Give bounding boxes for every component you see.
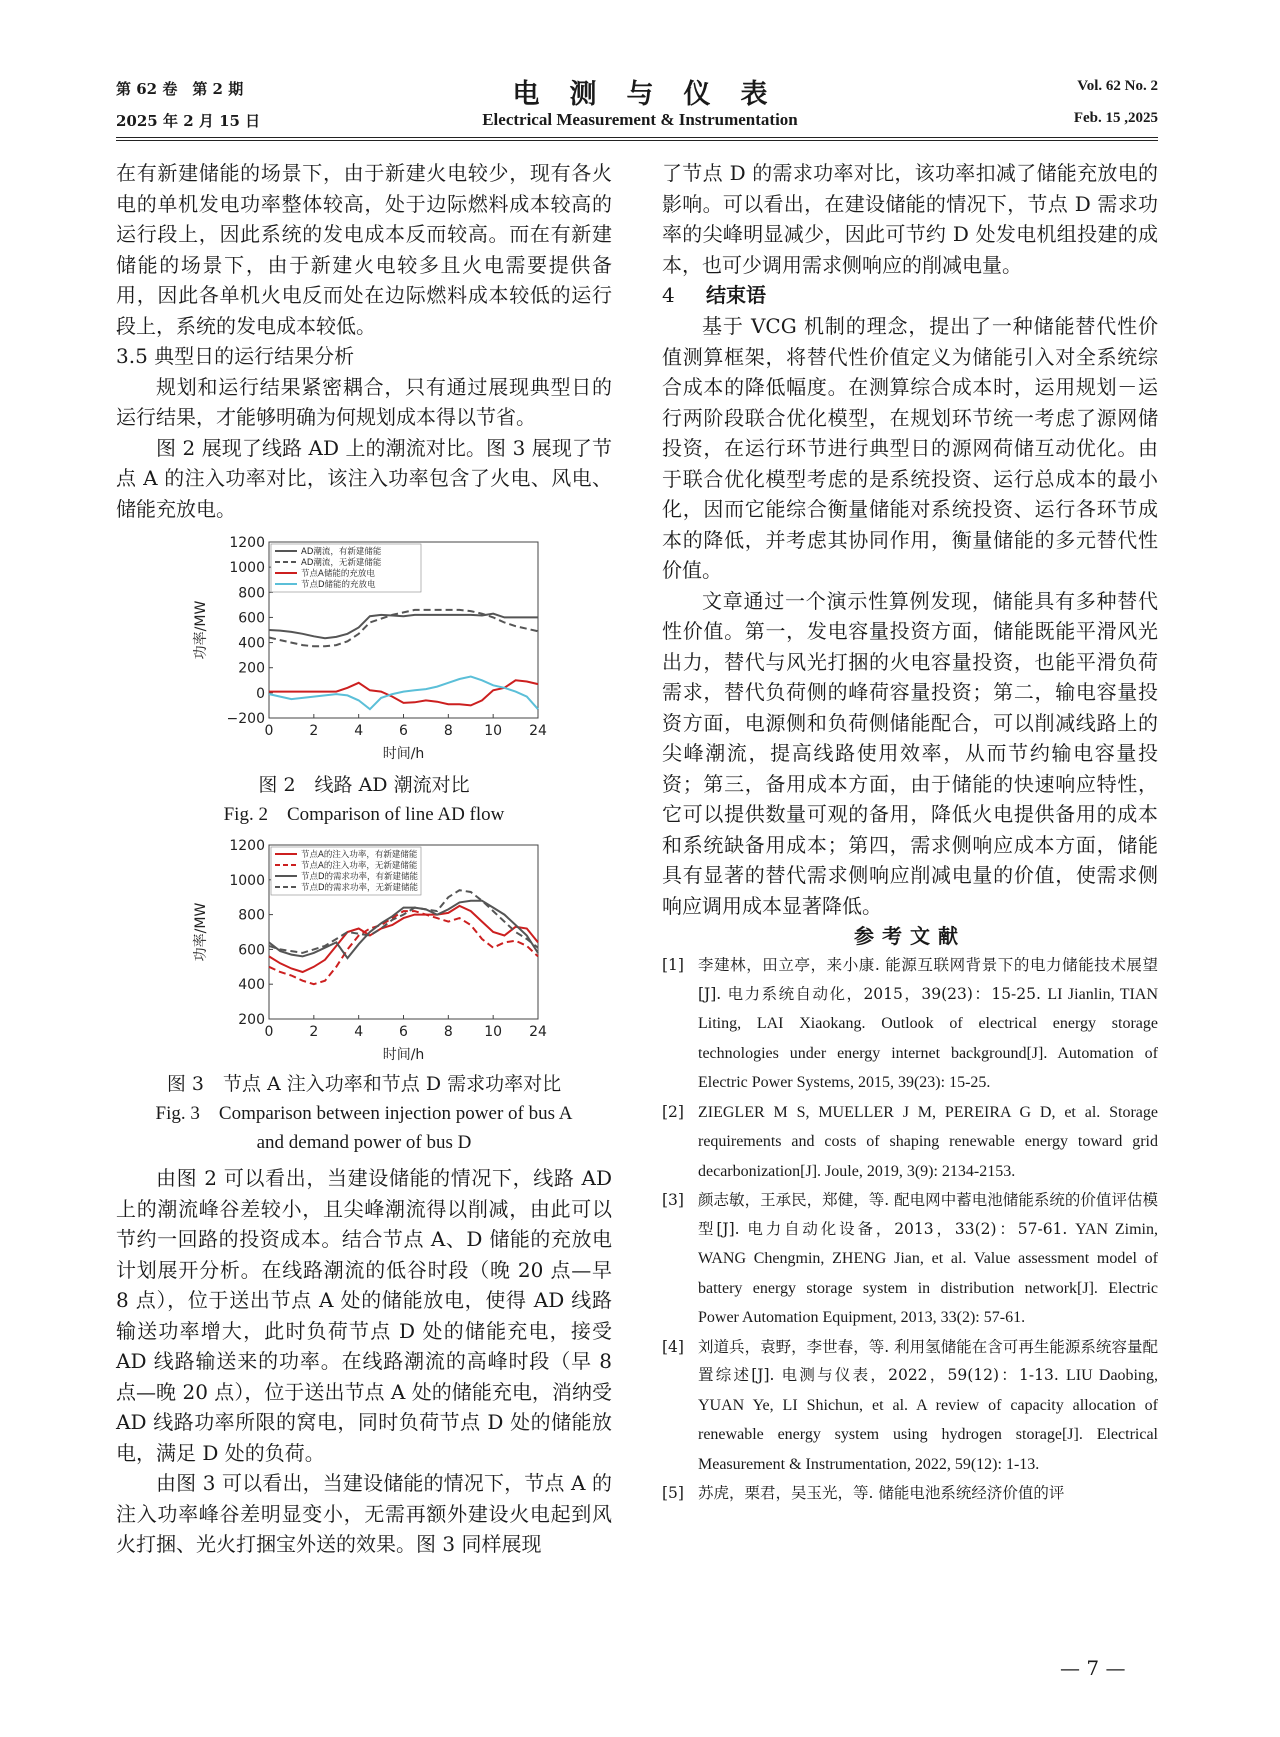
legend-label: AD潮流，有新建储能 — [301, 547, 382, 557]
legend — [271, 544, 421, 592]
reference-text-en: LI Jianlin, TIAN Liting, LAI Xiaokang. Outlook of electrical energy storage technologies under energy internet background[J]. Automation of Electric Power Systems, 2015, 39(23): 15-25. — [698, 985, 1158, 1091]
reference-text-cn: 颜志敏，王承民，郑健，等. 配电网中蓄电池储能系统的价值评估模型[J]. 电力自动化设备，2013，33(2)：57-61. — [698, 1191, 1158, 1238]
y-tick-label: 200 — [238, 1012, 265, 1028]
left-column — [116, 158, 612, 1560]
x-tick-label: 2 — [309, 1024, 319, 1040]
section-number: 4 — [662, 283, 675, 307]
journal-title-cn: 电测与仪表 — [512, 79, 798, 110]
legend-label: 节点A的注入功率，有新建储能 — [301, 850, 418, 860]
reference-item — [662, 1098, 1158, 1187]
figure-2-caption-en: Fig. 2 Comparison of line AD flow — [223, 804, 505, 825]
reference-number: [4] — [662, 1337, 684, 1356]
reference-text-cn: 苏虎，栗君，吴玉光，等. 储能电池系统经济价值的评 — [698, 1484, 1065, 1502]
section-heading-3-5: 3.5 典型日的运行结果分析 — [116, 344, 355, 368]
reference-text-en: YAN Zimin, WANG Chengmin, ZHENG Jian, et al. Value assessment model of battery energy storage system in distribution network[J]. Electric Power Automation Equipment, 2013, 33(2): 57-61. — [698, 1220, 1158, 1326]
reference-text-cn: 刘道兵，袁野，李世春，等. 利用氢储能在含可再生能源系统容量配置综述[J]. 电测与仪表，2022，59(12)：1-13. — [698, 1337, 1158, 1384]
y-tick-label: 600 — [238, 610, 265, 627]
figure-2-chart — [179, 532, 549, 764]
section-heading-4 — [662, 280, 1158, 311]
x-axis-label: 时间/h — [382, 1047, 425, 1063]
x-tick-label: 0 — [264, 723, 274, 739]
paragraph: 图 2 展现了线路 AD 上的潮流对比。图 3 展现了节点 A 的注入功率对比，该注入功率包含了火电、风电、储能充放电。 — [116, 435, 612, 521]
page-number: — 7 — — [1060, 1656, 1126, 1680]
x-tick-label: 24 — [529, 723, 547, 739]
legend-label: 节点D的需求功率，无新建储能 — [301, 883, 419, 893]
x-tick-label: 2 — [309, 723, 319, 739]
paragraph: 由图 3 可以看出，当建设储能的情况下，节点 A 的注入功率峰谷差明显变小，无需再额外建设火电起到风火打捆、光火打捆宝外送的效果。图 3 同样展现 — [116, 1471, 612, 1556]
x-tick-label: 6 — [399, 1024, 408, 1040]
reference-text-en: ZIEGLER M S, MUELLER J M, PEREIRA G D, et al. Storage requirements and costs of shaping renewable energy toward grid decarbonization[J]. Joule, 2019, 3(9): 2134-2153. — [698, 1103, 1158, 1180]
x-tick-label: 10 — [484, 723, 503, 739]
header-volume-cn: 第 62 卷 第 2 期 — [116, 80, 244, 98]
section-title: 结束语 — [706, 283, 766, 307]
reference-item — [662, 1479, 1158, 1509]
figure-2 — [116, 532, 612, 829]
paragraph: 规划和运行结果紧密耦合，只有通过展现典型日的运行结果，才能够明确为何规划成本得以节省。 — [116, 374, 612, 429]
paragraph: 了节点 D 的需求功率对比，该功率扣减了储能充放电的影响。可以看出，在建设储能的情况下，节点 D 需求功率的尖峰明显减少，因此可节约 D 处发电机组投建的成本，也可少调用需求侧响应的削减电量。 — [662, 161, 1158, 277]
y-axis-label: 功率/MW — [193, 600, 209, 660]
reference-number: [1] — [662, 956, 684, 974]
legend-label: 节点A的注入功率，无新建储能 — [301, 861, 418, 871]
paragraph: 由图 2 可以看出，当建设储能的情况下，线路 AD 上的潮流峰谷差较小，且尖峰潮流得以削减，由此可以节约一回路的投资成本。结合节点 A、D 储能的充放电计划展开分析。在线路潮流的低谷时段（晚 20 点—早 8 点），位于送出节点 A 处的储能放电，使得 AD 线路输送功率增大，此时负荷节点 D 处的储能充电，接受 AD 线路输送来的功率。在线路潮流的高峰时段（早 8 点—晚 20 点），位于送出节点 A 处的储能充电，消纳受 AD 线路功率所限的窝电，同时负荷节点 D 处的储能放电，满足 D 处的负荷。 — [116, 1166, 612, 1465]
header-rule-top — [116, 137, 1158, 138]
figure-3-caption-en-line2: and demand power of bus D — [256, 1132, 472, 1153]
reference-number: [5] — [662, 1484, 684, 1502]
paragraph: 在有新建储能的场景下，由于新建火电较少，现有各火电的单机发电功率整体较高，处于边际燃料成本较高的运行段上，因此系统的发电成本反而较高。而在有新建储能的场景下，由于新建火电较多且火电需要提供备用，因此各单机火电反而处在边际燃料成本较低的运行段上，系统的发电成本较低。 — [116, 161, 612, 338]
legend — [271, 847, 421, 895]
y-tick-label: 800 — [238, 585, 265, 602]
y-tick-label: 0 — [256, 685, 265, 702]
x-tick-label: 0 — [264, 1024, 274, 1040]
y-tick-label: 400 — [238, 977, 265, 994]
paragraph: 基于 VCG 机制的理念，提出了一种储能替代性价值测算框架，将替代性价值定义为储能引入对全系统综合成本的降低幅度。在测算综合成本时，运用规划－运行两阶段联合优化模型，在规划环节统一考虑了源网储投资，在运行环节进行典型日的源网荷储互动优化。由于联合优化模型考虑的是系统投资、运行总成本的最小化，因而它能综合衡量储能对系统投资、运行各环节成本的降低，并考虑其协同作用，衡量储能的多元替代性价值。 — [662, 314, 1158, 582]
references-title: 参考文献 — [854, 924, 966, 948]
right-column — [662, 158, 1158, 1509]
legend-label: AD潮流，无新建储能 — [301, 558, 382, 568]
paragraph: 文章通过一个演示性算例发现，储能具有多种替代性价值。第一，发电容量投资方面，储能既能平滑风光出力，替代与风光打捆的火电容量投资，也能平滑负荷需求，替代负荷侧的峰荷容量投资；第二，输电容量投资方面，电源侧和负荷侧储能配合，可以削减线路上的尖峰潮流，提高线路使用效率，从而节约输电容量投资；第三，备用成本方面，由于储能的快速响应特性，它可以提供数量可观的备用，降低火电提供备用的成本和系统缺备用成本；第四，需求侧响应成本方面，储能具有显著的替代需求侧响应削减电量的价值，使需求侧响应调用成本显著降低。 — [662, 588, 1158, 918]
header-date-en: Feb. 15 ,2025 — [1073, 110, 1158, 126]
x-axis-label: 时间/h — [382, 746, 425, 762]
figure-3-chart — [179, 835, 549, 1065]
y-tick-label: −200 — [226, 711, 265, 727]
y-axis-label: 功率/MW — [193, 902, 209, 962]
x-tick-label: 8 — [443, 723, 453, 739]
x-tick-label: 4 — [354, 1024, 364, 1040]
x-tick-label: 8 — [443, 1024, 453, 1040]
x-tick-label: 24 — [529, 1024, 547, 1040]
x-tick-label: 10 — [484, 1024, 503, 1040]
reference-item — [662, 1333, 1158, 1480]
figure-2-caption-cn: 图 2 线路 AD 潮流对比 — [258, 774, 470, 796]
y-tick-label: 1200 — [229, 535, 265, 551]
y-tick-label: 1200 — [229, 838, 265, 854]
reference-number: [3] — [662, 1191, 684, 1209]
reference-item — [662, 951, 1158, 1098]
legend-label: 节点D的需求功率，有新建储能 — [301, 872, 419, 882]
journal-title-en: Electrical Measurement & Instrumentation — [482, 110, 798, 129]
y-tick-label: 600 — [238, 942, 265, 959]
reference-text-cn: 李建林，田立亭，来小康. 能源互联网背景下的电力储能技术展望[J]. 电力系统自动化，2015，39(23)：15-25. — [698, 956, 1158, 1003]
y-tick-label: 800 — [238, 907, 265, 924]
figure-3-caption-cn: 图 3 节点 A 注入功率和节点 D 需求功率对比 — [166, 1073, 562, 1095]
header-rule-bottom — [116, 140, 1158, 141]
reference-item — [662, 1186, 1158, 1333]
x-tick-label: 4 — [354, 723, 364, 739]
x-tick-label: 6 — [399, 723, 408, 739]
figure-3-caption-en-line1: Fig. 3 Comparison between injection power of bus A — [155, 1103, 573, 1124]
figure-3 — [116, 835, 612, 1157]
header-volume-en: Vol. 62 No. 2 — [1077, 78, 1158, 94]
legend-label: 节点D储能的充放电 — [301, 580, 376, 590]
reference-list — [662, 951, 1158, 1509]
reference-text-en: LIU Daobing, YUAN Ye, LI Shichun, et al. A review of capacity allocation of renewable energy system using hydrogen storage[J]. Electrical Measurement & Instrumentation, 2022, 59(12): 1-13. — [698, 1367, 1158, 1473]
y-tick-label: 1000 — [229, 560, 265, 577]
legend-label: 节点A储能的充放电 — [301, 569, 375, 579]
y-tick-label: 200 — [238, 660, 265, 677]
header-date-cn: 2025 年 2 月 15 日 — [116, 112, 261, 130]
y-tick-label: 400 — [238, 635, 265, 652]
reference-number: [2] — [662, 1102, 684, 1121]
y-tick-label: 1000 — [229, 872, 265, 889]
